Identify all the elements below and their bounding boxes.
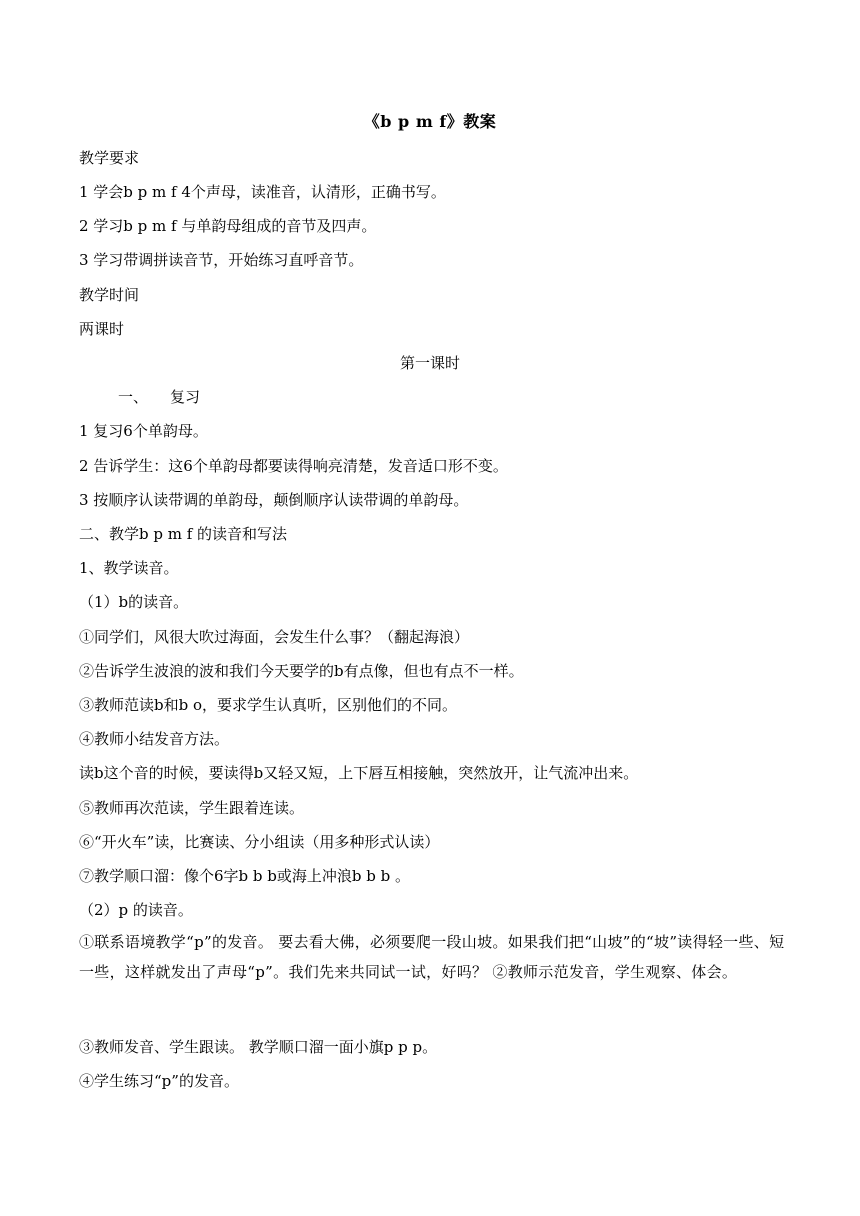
lesson-one-heading: 第一课时 [399, 354, 460, 372]
requirement-3: 3 学习带调拼读音节，开始练习直呼音节。 [79, 251, 364, 269]
p-step-3: ③教师发音、学生跟读。 教学顺口溜一面小旗p p p。 [79, 1038, 438, 1056]
b-step-1: ①同学们，风很大吹过海面，会发生什么事？（翻起海浪） [79, 628, 470, 646]
part-two-heading: 二、教学b p m f 的读音和写法 [79, 525, 288, 543]
b-sound-heading: （1）b的读音。 [79, 593, 189, 611]
b-step-4: ④教师小结发音方法。 [79, 730, 230, 748]
requirement-2: 2 学习b p m f 与单韵母组成的音节及四声。 [79, 217, 377, 235]
teaching-time-heading: 教学时间 [79, 286, 140, 304]
b-step-5: ⑤教师再次范读，学生跟着连读。 [79, 799, 305, 817]
p-step-4: ④学生练习“p”的发音。 [79, 1072, 239, 1090]
p-step-1-paragraph: ①联系语境教学“p”的发音。 要去看大佛，必须要爬一段山坡。如果我们把“山坡”的“坡”读得轻一些、短一些，这样就发出了声母“p”。我们先来共同试一试，好吗？ ②教师示范发音，学生观察、体会。 [79, 933, 785, 981]
part-two-subheading: 1、教学读音。 [79, 559, 179, 577]
b-step-3: ③教师范读b和b o，要求学生认真听，区别他们的不同。 [79, 696, 458, 714]
b-step-6: ⑥“开火车”读，比赛读、分小组读（用多种形式认读） [79, 833, 440, 851]
review-item-3: 3 按顺序认读带调的单韵母，颠倒顺序认读带调的单韵母。 [79, 491, 469, 509]
review-item-2: 2 告诉学生：这6个单韵母都要读得响亮清楚，发音适口形不变。 [79, 457, 508, 475]
requirement-1: 1 学会b p m f 4个声母，读准音，认清形，正确书写。 [79, 183, 446, 201]
b-pronunciation-note: 读b这个音的时候，要读得b又轻又短，上下唇互相接触，突然放开，让气流冲出来。 [79, 764, 639, 782]
review-number: 一、 [118, 388, 149, 406]
teaching-time-value: 两课时 [79, 320, 125, 338]
teaching-requirements-heading: 教学要求 [79, 149, 140, 167]
b-step-2: ②告诉学生波浪的波和我们今天要学的b有点像，但也有点不一样。 [79, 662, 524, 680]
p-sound-heading: （2）p 的读音。 [79, 901, 193, 919]
b-step-7: ⑦教学顺口溜：像个6字b b b或海上冲浪b b b 。 [79, 867, 410, 885]
document-title: 《b p m f》教案 [363, 112, 497, 131]
review-label: 复习 [170, 388, 201, 406]
review-heading [118, 386, 200, 408]
review-item-1: 1 复习6个单韵母。 [79, 422, 208, 440]
